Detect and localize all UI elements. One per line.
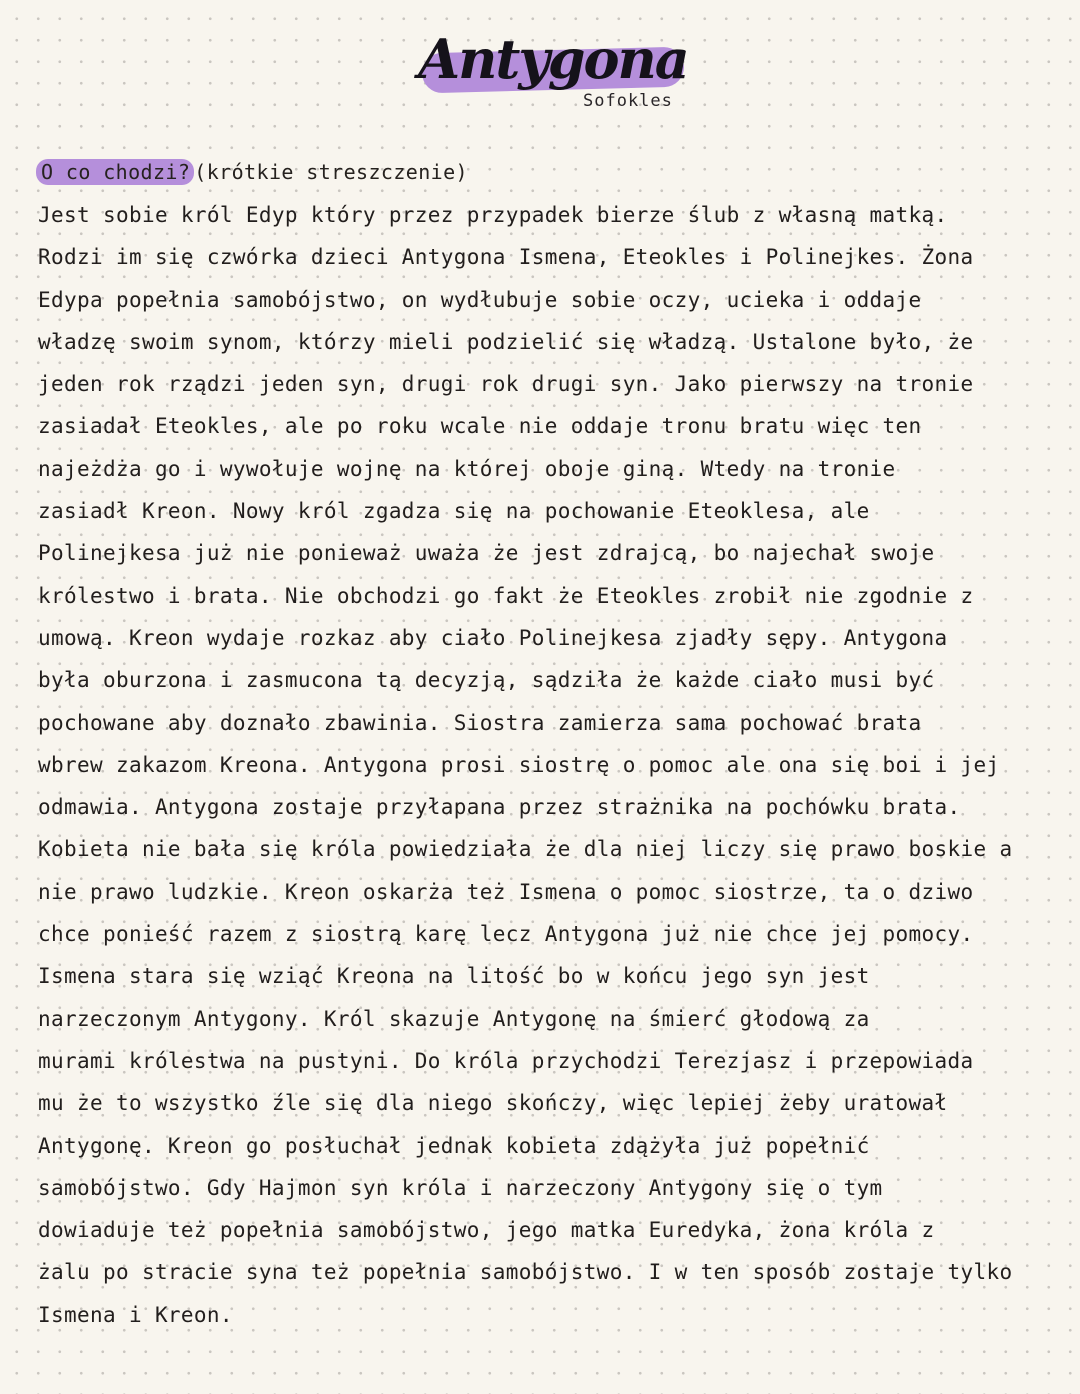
text-line: umową. Kreon wydaje rozkaz aby ciało Polinejkesa zjadły sępy. Antygona: [38, 625, 948, 650]
page-title: Antygona: [418, 27, 688, 91]
text-line: królestwo i brata. Nie obchodzi go fakt że Eteokles zrobił nie zgodnie z: [38, 583, 974, 608]
text-line: żalu po stracie syna też popełnia samobójstwo. I w ten sposób zostaje tylko: [38, 1260, 1013, 1285]
text-line: samobójstwo. Gdy Hajmon syn króla i narzeczony Antygony się o tym: [38, 1175, 883, 1200]
text-line: Ismena i Kreon.: [38, 1302, 233, 1327]
text-line: chce ponieść razem z siostrą karę lecz Antygona już nie chce jej pomocy.: [38, 922, 974, 947]
section-heading: [36, 157, 468, 187]
text-line: Kobieta nie bała się króla powiedziała że dla niej liczy się prawo boskie a: [38, 837, 1013, 862]
text-line: jeden rok rządzi jeden syn, drugi rok drugi syn. Jako pierwszy na tronie: [38, 372, 974, 397]
text-line: Ismena stara się wziąć Kreona na litość bo w końcu jego syn jest: [38, 964, 870, 989]
text-line: najeżdża go i wywołuje wojnę na której oboje giną. Wtedy na tronie: [38, 456, 896, 481]
text-line: Polinejkesa już nie ponieważ uważa że jest zdrajcą, bo najechał swoje: [38, 541, 935, 566]
text-line: narzeczonym Antygony. Król skazuje Antygonę na śmierć głodową za: [38, 1006, 870, 1031]
title-block: [418, 22, 688, 117]
text-line: nie prawo ludzkie. Kreon oskarża też Ismena o pomoc siostrze, ta o dziwo: [38, 879, 974, 904]
text-line: wbrew zakazom Kreona. Antygona prosi siostrę o pomoc ale ona się boi i jej: [38, 752, 1000, 777]
author-label: Sofokles: [583, 91, 673, 111]
text-line: Rodzi im się czwórka dzieci Antygona Ismena, Eteokles i Polinejkes. Żona: [38, 245, 974, 270]
text-line: Edypa popełnia samobójstwo, on wydłubuje sobie oczy, ucieka i oddaje: [38, 287, 922, 312]
text-line: dowiaduje też popełnia samobójstwo, jego matka Euredyka, żona króla z: [38, 1218, 935, 1243]
text-line: zasiadł Kreon. Nowy król zgadza się na pochowanie Eteoklesa, ale: [38, 499, 870, 524]
text-line: pochowane aby doznało zbawinia. Siostra zamierza sama pochować brata: [38, 710, 922, 735]
text-line: murami królestwa na pustyni. Do króla przychodzi Terezjasz i przepowiada: [38, 1048, 974, 1073]
text-line: odmawia. Antygona zostaje przyłapana przez strażnika na pochówku brata.: [38, 795, 961, 820]
text-line: władzę swoim synom, którzy mieli podzielić się władzą. Ustalone było, że: [38, 329, 974, 354]
text-line: mu że to wszystko źle się dla niego skończy, więc lepiej żeby uratował: [38, 1091, 948, 1116]
text-line: Jest sobie król Edyp który przez przypadek bierze ślub z własną matką.: [38, 203, 948, 227]
text-line: Antygonę. Kreon go posłuchał jednak kobieta zdążyła już popełnić: [38, 1133, 870, 1158]
text-line: była oburzona i zasmucona tą decyzją, sądziła że każde ciało musi być: [38, 668, 935, 693]
heading-highlight: O co chodzi?: [36, 159, 194, 185]
summary-text: [38, 198, 1038, 1340]
heading-subtitle: (krótkie streszczenie): [194, 160, 468, 184]
text-line: zasiadał Eteokles, ale po roku wcale nie oddaje tronu bratu więc ten: [38, 414, 922, 439]
